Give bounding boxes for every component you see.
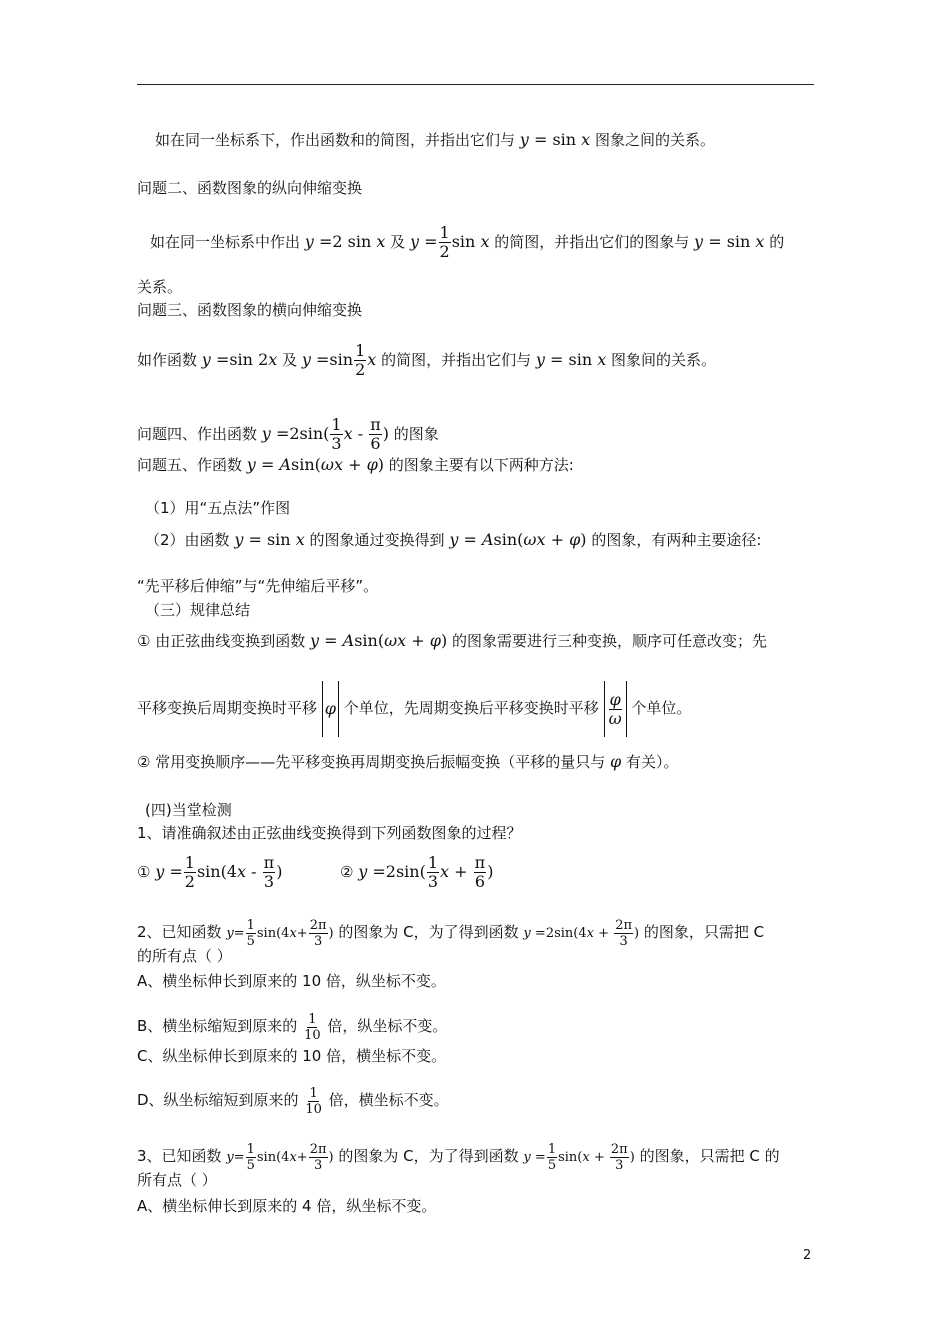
answer-option-a: A、横坐标伸长到原来的 4 倍，纵坐标不变。 <box>137 1197 437 1215</box>
text-span: 的图象为 C，为了得到函数 <box>338 1147 519 1165</box>
paragraph-line <box>137 752 679 772</box>
formula-abs-phi-over-omega: $\frac{\varphi}{\omega}$ <box>604 681 627 737</box>
text-span: （2）由函数 <box>145 531 230 549</box>
text-span: 的图象为 C，为了得到函数 <box>338 923 519 941</box>
text-span: 平移变换后周期变换时平移 <box>137 699 318 717</box>
circled-number: ① <box>137 863 151 881</box>
section-heading: 问题二、函数图象的纵向伸缩变换 <box>137 179 363 197</box>
formula-y-sinx: y = sin x <box>234 530 305 549</box>
formula-y-sinx: y = sin x <box>535 350 607 369</box>
section-heading: （三）规律总结 <box>145 601 251 619</box>
section-heading: 问题三、函数图象的横向伸缩变换 <box>137 301 363 319</box>
text-span: 如作函数 <box>137 351 198 369</box>
text-span: B、横坐标缩短到原来的 <box>137 1017 298 1035</box>
formula-one-tenth: $\frac{1}{10}$ <box>305 1086 322 1117</box>
text-span: 倍，纵坐标不变。 <box>327 1017 448 1035</box>
text-span: 及 <box>282 351 298 369</box>
answer-option-a: A、横坐标伸长到原来的 10 倍，纵坐标不变。 <box>137 972 446 990</box>
paragraph-line: “先平移后伸缩”与“先伸缩后平移”。 <box>137 577 379 595</box>
text-span: 倍，横坐标不变。 <box>328 1091 449 1109</box>
formula-general-sine: y = Asin(ωx + φ) <box>246 455 385 474</box>
paragraph-line <box>137 455 574 475</box>
text-span: 个单位，先周期变换后平移变换时平移 <box>343 699 599 717</box>
formula-q3-a: y= $\frac{1}{5}$ sin(4x+ $\frac{2\pi}{3}$ ) <box>226 1142 334 1173</box>
formula-y-sin-half-x: y =sin $\frac{1}{2}$ x <box>301 341 377 379</box>
text-span: ② 常用变换顺序——先平移变换再周期变换后振幅变换（平移的量只与 <box>137 753 606 771</box>
text-span: 的图象，只需把 C 的 <box>639 1147 780 1165</box>
text-span: 的简图，并指出它们的图象与 <box>494 233 690 251</box>
text-span: 3、已知函数 <box>137 1147 222 1165</box>
circled-number: ② <box>340 863 354 881</box>
text-span: 的图象，有两种主要途径: <box>591 531 762 549</box>
question-line: 的所有点（ ） <box>137 947 232 965</box>
text-span: 的图象 <box>393 425 439 443</box>
text-span: ① 由正弦曲线变换到函数 <box>137 632 306 650</box>
answer-option-c: C、纵坐标伸长到原来的 10 倍，横坐标不变。 <box>137 1047 447 1065</box>
text-span: 如在同一坐标系中作出 <box>150 233 301 251</box>
paragraph-line <box>137 631 767 651</box>
formula-abs-phi: φ <box>322 681 339 737</box>
formula-q2-a: y= $\frac{1}{5}$ sin(4x+ $\frac{2\pi}{3}$ ) <box>226 918 334 949</box>
formula-q4: y =2sin( $\frac{1}{3}$ x - $\frac{\pi}{6}$ ) <box>261 415 389 453</box>
text-span: 的 <box>769 233 785 251</box>
formula-q2-b: y =2sin(4x + $\frac{2\pi}{3}$ ) <box>523 918 640 949</box>
formula-y-sinx: y = sin x <box>694 232 765 251</box>
formula-general-sine: y = Asin(ωx + φ) <box>310 631 448 650</box>
text-span: 个单位。 <box>631 699 692 717</box>
paragraph-line <box>145 530 761 550</box>
text-span: 的简图，并指出它们与 <box>381 351 532 369</box>
question-options <box>137 852 493 892</box>
text-span: 及 <box>390 233 406 251</box>
text-span: 如在同一坐标系下，作出函数和的简图，并指出它们与 <box>155 131 516 149</box>
text-span: 问题五、作函数 <box>137 456 243 474</box>
paragraph-line <box>155 130 715 150</box>
paragraph-line <box>137 340 716 380</box>
formula-y-half-sinx: y = $\frac{1}{2}$ sin x <box>409 223 490 261</box>
formula-one-tenth: $\frac{1}{10}$ <box>304 1012 321 1043</box>
text-span: 问题四、作出函数 <box>137 425 258 443</box>
page-number: 2 <box>803 1248 812 1263</box>
text-span: D、纵坐标缩短到原来的 <box>137 1091 299 1109</box>
text-span: 的图象主要有以下两种方法: <box>388 456 574 474</box>
question-line: 1、请准确叙述由正弦曲线变换得到下列函数图象的过程？ <box>137 824 522 842</box>
paragraph-line <box>137 414 439 454</box>
question-line: 所有点（ ） <box>137 1171 217 1189</box>
header-rule <box>137 84 814 85</box>
paragraph-line: （1）用“五点法”作图 <box>145 499 291 517</box>
formula-y-sin2x: y =sin 2x <box>201 350 278 369</box>
text-span: 的图象需要进行三种变换，顺序可任意改变；先 <box>452 632 768 650</box>
formula-y-2sinx: y =2 sin x <box>304 232 386 251</box>
formula-q3-b: y = $\frac{1}{5}$ sin(x + $\frac{2\pi}{3}$ ) <box>523 1142 635 1173</box>
section-heading: (四)当堂检测 <box>145 801 232 819</box>
formula-q1-b: y =2sin( $\frac{1}{3}$ x + $\frac{\pi}{6}$ ) <box>358 853 494 891</box>
answer-option-d <box>137 1080 449 1122</box>
formula-y-sinx: y = sin x <box>519 130 591 149</box>
formula-q1-a: y = $\frac{1}{2}$ sin(4x - $\frac{\pi}{3}$ ) <box>155 853 283 891</box>
paragraph-line <box>137 680 691 737</box>
formula-phi: φ <box>610 752 622 771</box>
text-span: 图象之间的关系。 <box>594 131 715 149</box>
text-span: 的图象，只需把 C <box>643 923 765 941</box>
text-span: 有关）。 <box>625 753 679 771</box>
text-span: 的图象通过变换得到 <box>309 531 445 549</box>
text-span: 2、已知函数 <box>137 923 222 941</box>
question-line <box>137 1136 780 1178</box>
text-span: 图象间的关系。 <box>611 351 717 369</box>
paragraph-line <box>150 222 784 262</box>
paragraph-line: 关系。 <box>137 278 183 296</box>
answer-option-b <box>137 1006 447 1048</box>
formula-general-sine: y = Asin(ωx + φ) <box>449 530 587 549</box>
